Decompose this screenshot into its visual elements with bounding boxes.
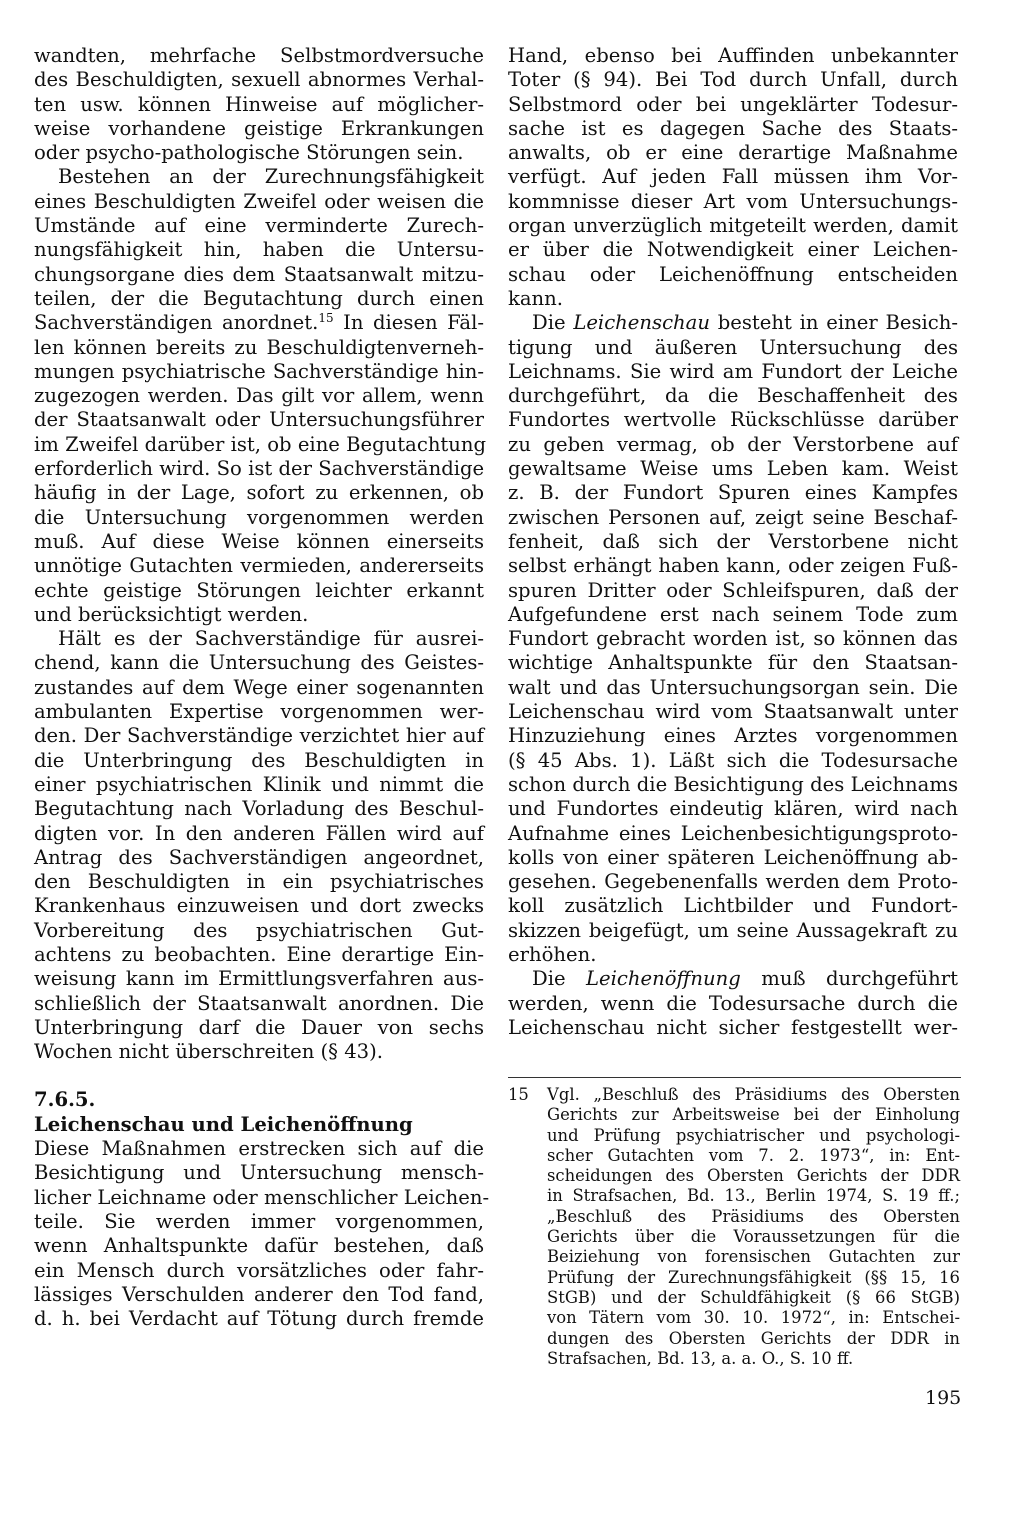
text-line: Aufgefundene erst nach seinem Tode zum (508, 602, 958, 626)
text-span: In diesen Fäl- (333, 311, 485, 335)
footnote-line: „Beschluß des Präsidiums des Obersten (547, 1206, 960, 1226)
text-line: Umstände auf eine verminderte Zurech- (34, 214, 484, 238)
paragraph (508, 311, 958, 967)
text-line: gesehen. Gegebenenfalls werden dem Proto- (508, 870, 958, 894)
text-line: den Beschuldigten in ein psychiatrisches (34, 870, 484, 894)
text-line: verfügt. Auf jeden Fall müssen ihm Vor- (508, 165, 958, 189)
text-span: besteht in einer Besich- (709, 311, 958, 335)
text-line: lässiges Verschulden anderer den Tod fand, (34, 1282, 484, 1306)
text-line: mungen psychiatrische Sachverständige hin- (34, 359, 484, 383)
paragraph (508, 967, 958, 1040)
text-line: koll zusätzlich Lichtbilder und Fundort- (508, 894, 958, 918)
footnote-line: von Tätern vom 30. 10. 1972“, in: Entschei- (547, 1308, 960, 1328)
page-number: 195 (925, 1387, 962, 1409)
text-line: wichtige Anhaltspunkte für den Staatsan- (508, 651, 958, 675)
text-line (508, 311, 958, 335)
footnote-line: Prüfung der Zurechnungsfähigkeit (§§ 15, 16 (547, 1267, 960, 1287)
text-line: (§ 45 Abs. 1). Läßt sich die Todesursache (508, 748, 958, 772)
text-line: und berücksichtigt werden. (34, 602, 309, 626)
text-line: unnötige Gutachten vermieden, andererseits (34, 554, 484, 578)
text-line: achtens zu beobachten. Eine derartige Ein- (34, 942, 484, 966)
text-line: wenn Anhaltspunkte dafür bestehen, daß (34, 1234, 484, 1258)
spacer (34, 1064, 484, 1088)
text-line: schließlich der Staatsanwalt anordnen. Die (34, 991, 484, 1015)
paragraph (34, 627, 484, 1064)
text-line: Hinzuziehung eines Arztes vorgenommen (508, 724, 958, 748)
text-line: einer psychiatrischen Klinik und nimmt die (34, 772, 484, 796)
text-line: Leichnams. Sie wird am Fundort der Leiche (508, 359, 958, 383)
text-line: echte geistige Störungen leichter erkannt (34, 578, 484, 602)
text-line: spuren Dritter oder Schleifspuren, daß der (508, 578, 958, 602)
footnote-line: Strafsachen, Bd. 13, a. a. O., S. 10 ff. (547, 1348, 854, 1368)
text-line: skizzen beigefügt, um seine Aussagekraft zu (508, 918, 958, 942)
text-line: werden, wenn die Todesursache durch die (508, 991, 958, 1015)
paragraph (34, 1137, 490, 1331)
text-line: im Zweifel darüber ist, ob eine Begutachtung (34, 432, 487, 456)
text-line: schon durch die Besichtigung des Leichnams (508, 772, 958, 796)
footnote-line: Vgl. „Beschluß des Präsidiums des Obersten (547, 1085, 960, 1104)
footnote-line: Beiziehung von forensischen Gutachten zur (547, 1247, 960, 1267)
footnote-line: scher Gutachten vom 7. 2. 1973“, in: Ent- (547, 1145, 960, 1165)
left-column (34, 44, 490, 1331)
text-line: kommnisse dieser Art vom Untersuchungs- (508, 189, 958, 213)
text-line: Leichenschau wird vom Staatsanwalt unter (508, 700, 958, 724)
text-line: Wochen nicht überschreiten (§ 43). (34, 1040, 384, 1064)
text-line (34, 311, 484, 335)
emphasis-term: Leichenschau (573, 311, 710, 335)
text-line: zwischen Personen auf, zeigt seine Beschaf- (508, 505, 958, 529)
text-line: zu geben vermag, ob der Verstorbene auf (508, 432, 958, 456)
text-line: er über die Notwendigkeit einer Leichen- (508, 238, 958, 262)
emphasis-term: Leichenöffnung (586, 967, 741, 991)
paragraph (34, 165, 487, 627)
text-line: Leichenschau nicht sicher festgestellt wer- (508, 1015, 958, 1039)
text-line: eines Beschuldigten Zweifel oder weisen die (34, 189, 484, 213)
text-line: organ unverzüglich mitgeteilt werden, damit (508, 214, 958, 238)
text-line: licher Leichname oder menschlicher Leichen- (34, 1185, 490, 1209)
text-line: chend, kann die Untersuchung des Geistes- (34, 651, 484, 675)
text-line: schau oder Leichenöffnung entscheiden (508, 262, 958, 286)
text-line: Toter (§ 94). Bei Tod durch Unfall, durch (508, 68, 958, 92)
text-line: teilen, der die Begutachtung durch einen (34, 286, 484, 310)
text-line: Krankenhaus einzuweisen und dort zwecks (34, 894, 484, 918)
text-line: ten usw. können Hinweise auf möglicher- (34, 92, 484, 116)
footnote-line: StGB) und der Schuldfähigkeit (§ 66 StGB) (547, 1287, 960, 1307)
paragraph (508, 44, 958, 311)
text-line: Selbstmord oder bei ungeklärter Todesur- (508, 92, 958, 116)
footnote-line: Gerichts über die Voraussetzungen für die (547, 1227, 960, 1247)
text-line: z. B. der Fundort Spuren eines Kampfes (508, 481, 958, 505)
text-line: Hand, ebenso bei Auffinden unbekannter (508, 44, 958, 67)
footnote-line: und Prüfung psychiatrischer und psychologi- (547, 1125, 960, 1145)
text-line: kann. (508, 286, 564, 310)
footnote-line: in Strafsachen, Bd. 13., Berlin 1974, S. 19 ff.; (547, 1186, 960, 1206)
text-line: der Staatsanwalt oder Untersuchungsführer (34, 408, 484, 432)
text-line: nungsfähigkeit hin, haben die Untersu- (34, 238, 484, 262)
text-line: ein Mensch durch vorsätzliches oder fahr- (34, 1258, 484, 1282)
footnote-line: scheidungen des Obersten Gerichts der DDR (547, 1166, 960, 1186)
text-line: zugezogen werden. Das gilt vor allem, wenn (34, 384, 484, 408)
text-line: Antrag des Sachverständigen angeordnet, (34, 845, 484, 869)
text-line: chungsorgane dies dem Staatsanwalt mitzu- (34, 262, 484, 286)
text-line: und Fundortes eindeutig klären, wird nach (508, 797, 958, 821)
text-span: Die (532, 967, 587, 991)
text-line: den. Der Sachverständige verzichtet hier auf (34, 724, 484, 748)
text-line: die Unterbringung des Beschuldigten in (34, 748, 484, 772)
text-line: erforderlich wird. So ist der Sachverständige (34, 457, 485, 481)
text-line: weisung kann im Ermittlungsverfahren aus- (34, 967, 484, 991)
text-line: walt und das Untersuchungsorgan sein. Die (508, 675, 958, 699)
paragraph (34, 44, 484, 165)
text-line: Bestehen an der Zurechnungsfähigkeit (58, 165, 484, 189)
text-line: Begutachtung nach Vorladung des Beschul- (34, 797, 484, 821)
text-line: oder psycho-pathologische Störungen sein. (34, 141, 464, 165)
footnote-number: 15 (508, 1085, 529, 1104)
text-line: weise vorhandene geistige Erkrankungen (34, 116, 484, 140)
text-span: muß durchgeführt (740, 967, 958, 991)
footnote-line: Gerichts zur Arbeitsweise bei der Einholung (547, 1105, 960, 1125)
text-line: Fundort gebracht worden ist, so können das (508, 627, 958, 651)
text-line: digten vor. In den anderen Fällen wird auf (34, 821, 484, 845)
footnote-divider (508, 1077, 961, 1078)
text-line: Aufnahme eines Leichenbesichtigungsproto- (508, 821, 958, 845)
text-line: muß. Auf diese Weise können einerseits (34, 529, 484, 553)
text-line: durchgeführt, da die Beschaffenheit des (508, 384, 958, 408)
text-line: gewaltsame Weise ums Leben kam. Weist (508, 457, 958, 481)
section-title: Leichenschau und Leichenöffnung (34, 1112, 413, 1136)
text-line: fenheit, daß sich der Verstorbene nicht (508, 529, 958, 553)
text-line: ambulanten Expertise vorgenommen wer- (34, 700, 484, 724)
text-span: Sachverständigen anordnet. (34, 311, 319, 335)
text-span: Die (532, 311, 574, 335)
text-line: Besichtigung und Untersuchung mensch- (34, 1161, 484, 1185)
footnote-line: dungen des Obersten Gerichts der DDR in (547, 1328, 960, 1348)
text-line: zustandes auf dem Wege einer sogenannten (34, 675, 484, 699)
text-line (508, 967, 958, 991)
text-line: Fundortes wertvolle Rückschlüsse darüber (508, 408, 958, 432)
text-line: len können bereits zu Beschuldigtenverneh- (34, 335, 484, 359)
text-line: sache ist es dagegen Sache des Staats- (508, 116, 958, 140)
text-line: häufig in der Lage, sofort zu erkennen, ob (34, 481, 484, 505)
text-line: d. h. bei Verdacht auf Tötung durch fremde (34, 1307, 484, 1331)
text-line: Hält es der Sachverständige für ausrei- (58, 627, 484, 651)
footnote-reference[interactable]: 15 (318, 311, 334, 326)
text-line: Unterbringung darf die Dauer von sechs (34, 1015, 484, 1039)
footnote (508, 1085, 960, 1369)
text-line: wandten, mehrfache Selbstmordversuche (34, 44, 484, 67)
text-line: selbst erhängt haben kann, oder zeigen Fuß- (508, 554, 958, 578)
text-line: erhöhen. (508, 942, 597, 966)
text-line: Vorbereitung des psychiatrischen Gut- (34, 918, 484, 942)
text-line: kolls von einer späteren Leichenöffnung ab- (508, 845, 958, 869)
text-line: des Beschuldigten, sexuell abnormes Verhal- (34, 68, 484, 92)
text-line: teile. Sie werden immer vorgenommen, (34, 1209, 484, 1233)
text-line: die Untersuchung vorgenommen werden (34, 505, 484, 529)
section-number: 7.6.5. (34, 1088, 96, 1112)
text-line: Diese Maßnahmen erstrecken sich auf die (34, 1137, 484, 1161)
right-column (508, 44, 958, 1040)
text-line: tigung und äußeren Untersuchung des (508, 335, 958, 359)
text-line: anwalts, ob er eine derartige Maßnahme (508, 141, 958, 165)
